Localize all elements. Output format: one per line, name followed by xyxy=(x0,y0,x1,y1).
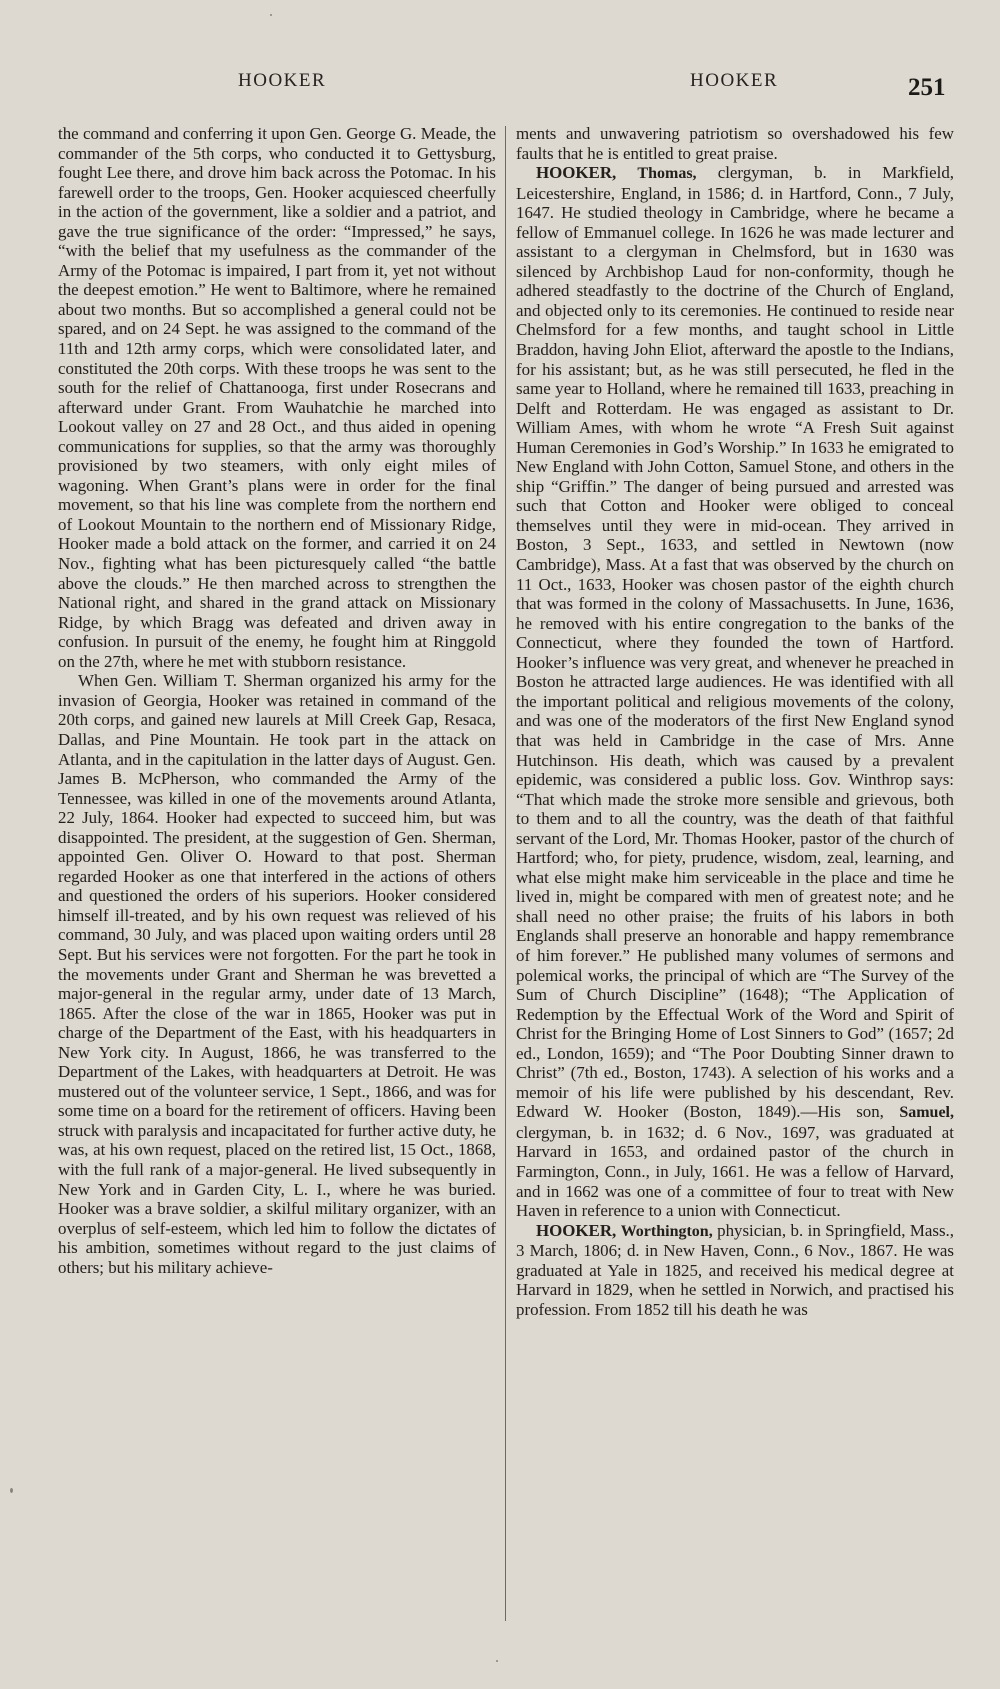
running-head-right: HOOKER xyxy=(690,70,779,91)
page-number: 251 xyxy=(908,74,946,101)
paper-speck xyxy=(496,1660,498,1662)
running-head-left: HOOKER xyxy=(238,70,327,91)
paper-speck xyxy=(10,1488,13,1493)
paper-speck xyxy=(270,14,272,16)
entry-worthington-hooker xyxy=(516,1221,954,1320)
left-paragraph-1: the command and conferring it upon Gen. George G. Meade, the commander of the 5th corps, who conducted it to Gettysburg, fought Lee there, and drove him back across the Potomac. In his farewell order to the troops, Gen. Hooker acquiesced cheerfully in the action of the government, like a soldier and a patriot, and gave the true significance of the order: “Impressed,” he says, “with the belief that my usefulness as the commander of the Army of the Potomac is impaired, I part from it, yet not without the deepest emotion.” He went to Baltimore, where he remained about two months. But so accomplished a general could not be spared, and on 24 Sept. he was assigned to the command of the 11th and 12th army corps, which were consolidated later, and constituted the 20th corps. With these troops he was sent to the south for the relief of Chattanooga, first under Rosecrans and afterward under Grant. From Wauhatchie he marched into Lookout valley on 27 and 28 Oct., and thus aided in opening communications for supplies, so that the army was thoroughly provisioned by two steamers, with only eight miles of wagoning. When Grant’s plans were in order for the final movement, so that his line was complete from the northern end of Lookout Mountain to the northern end of Missionary Ridge, Hooker made a bold attack on the former, and carried it on 24 Nov., fighting what has been picturesquely called “the battle above the clouds.” He then marched across to strengthen the National right, and shared in the grand attack on Missionary Ridge, by which Bragg was defeated and driven away in confusion. In pursuit of the enemy, he fought him at Ringgold on the 27th, where he met with stubborn resistance. xyxy=(58,124,496,671)
left-paragraph-2: When Gen. William T. Sherman organized his army for the invasion of Georgia, Hooker was retained in command of the 20th corps, and gained new laurels at Mill Creek Gap, Resaca, Dallas, and Pine Mountain. He took part in the attack on Atlanta, and in the capitulation in the latter days of August. Gen. James B. McPherson, who commanded the Army of the Tennessee, was killed in one of the movements around Atlanta, 22 July, 1864. Hooker had expected to succeed him, but was disappointed. The president, at the suggestion of Gen. Sherman, appointed Gen. Oliver O. Howard to that post. Sherman regarded Hooker as one that interfered in the actions of others and questioned the orders of his superiors. Hooker considered himself ill-treated, and by his own request was relieved of his command, 30 July, and was placed upon waiting orders until 28 Sept. But his services were not forgotten. For the part he took in the movements under Grant and Sherman he was brevetted a major-general in the regular army, under date of 13 March, 1865. After the close of the war in 1865, Hooker was put in charge of the Department of the East, with his headquarters in New York city. In August, 1866, he was transferred to the Department of the Lakes, with headquarters at Detroit. He was mustered out of the volunteer service, 1 Sept., 1866, and was for some time on a board for the retirement of officers. Having been struck with paralysis and incapacitated for further active duty, he was, at his own request, placed on the retired list, 15 Oct., 1868, with the full rank of a major-general. He lived subsequently in New York and in Garden City, L. I., where he was buried. Hooker was a brave soldier, a skilful military organizer, with an overplus of self-esteem, which led him to follow the dictates of his ambition, sometimes without regard to the just claims of others; but his military achieve- xyxy=(58,671,496,1277)
son-name: Samuel, xyxy=(899,1104,954,1122)
entry-text: physician, b. in Springfield, Mass., 3 March, 1806; d. in New Haven, Conn., 6 Nov., 1867. He was graduated at Yale in 1825, and received his medical degree at Harvard in 1829, when he settled in Norwich, and practised his profession. From 1852 till his death he was xyxy=(516,1220,954,1319)
entry-thomas-hooker xyxy=(516,163,954,1221)
left-column xyxy=(58,124,496,1634)
entry-surname: HOOKER, xyxy=(536,163,617,183)
right-column xyxy=(516,124,954,1634)
column-divider xyxy=(505,126,506,1621)
continued-paragraph: ments and unwavering patriotism so overshadowed his few faults that he is entitled to great praise. xyxy=(516,124,954,163)
entry-text: clergyman, b. in Markfield, Leicestershire, England, in 1586; d. in Hartford, Conn., 7 July, 1647. He studied theology in Cambridge, where he became a fellow of Emmanuel college. In 1626 he was made lecturer and assistant to a clergyman in Chelmsford, but in 1630 was silenced by Archbishop Laud for non-conformity, though he adhered steadfastly to the doctrine of the Church of England, and objected only to its ceremonies. He continued to reside near Chelmsford for a few months, and taught school in Little Braddon, having John Eliot, afterward the apostle to the Indians, for his assistant; but, as he was still persecuted, he fled in the same year to Holland, where he remained till 1633, preaching in Delft and Rotterdam. He was engaged as assistant to Dr. William Ames, with whom he wrote “A Fresh Suit against Human Ceremonies in God’s Worship.” In 1633 he emigrated to New England with John Cotton, Samuel Stone, and others in the ship “Griffin.” The danger of being pursued and arrested was such that Cotton and Hooker were obliged to conceal themselves until they were in mid-ocean. They arrived in Boston, 3 Sept., 1633, and settled in Newtown (now Cambridge), Mass. At a fast that was observed by the church on 11 Oct., 1633, Hooker was chosen pastor of the eighth church that was formed in the colony of Massachusetts. In June, 1636, he removed with his entire congregation to the banks of the Connecticut, where they founded the town of Hartford. Hooker’s influence was very great, and whenever he preached in Boston he attracted large audiences. He was identified with all the important political and religious movements of the colony, and was one of the moderators of the first New England synod that was held in Cambridge in the case of Mrs. Anne Hutchinson. His death, which was caused by a prevalent epidemic, was considered a public loss. Gov. Winthrop says: “That which made the stroke more sensible and grievous, both to them and to all the country, was the death of that faithful servant of the Lord, Mr. Thomas Hooker, pastor of the church of Hartford; who, for piety, prudence, wisdom, zeal, learning, and what else might make him serviceable in the place and time he lived in, might be compared with men of greatest note; and he shall need no other praise; the fruits of his labors in both Englands shall preserve an honorable and happy remembrance of him forever.” He published many volumes of sermons and polemical works, the principal of which are “The Survey of the Sum of Church Discipline” (1648); “The Application of Redemption by the Effectual Work of the Word and Spirit of Christ for the Bringing Home of Lost Sinners to God” (1657; 2d ed., London, 1659); and “The Poor Doubting Sinner drawn to Christ” (7th ed., Boston, 1743). A selection of his works and a memoir of his life were published by his descendant, Rev. Edward W. Hooker (Boston, 1849).—His son, xyxy=(516,163,954,1122)
entry-given-name: Worthington, xyxy=(620,1222,713,1240)
entry-given-name: Thomas, xyxy=(637,165,697,183)
entry-surname: HOOKER, xyxy=(536,1220,617,1240)
son-text: clergyman, b. in 1632; d. 6 Nov., 1697, was graduated at Harvard in 1653, and ordained pastor of the church in Farmington, Conn., in July, 1661. He was a fellow of Harvard, and in 1662 was one of a committee of four to treat with New Haven in reference to a union with Connecticut. xyxy=(516,1122,954,1221)
